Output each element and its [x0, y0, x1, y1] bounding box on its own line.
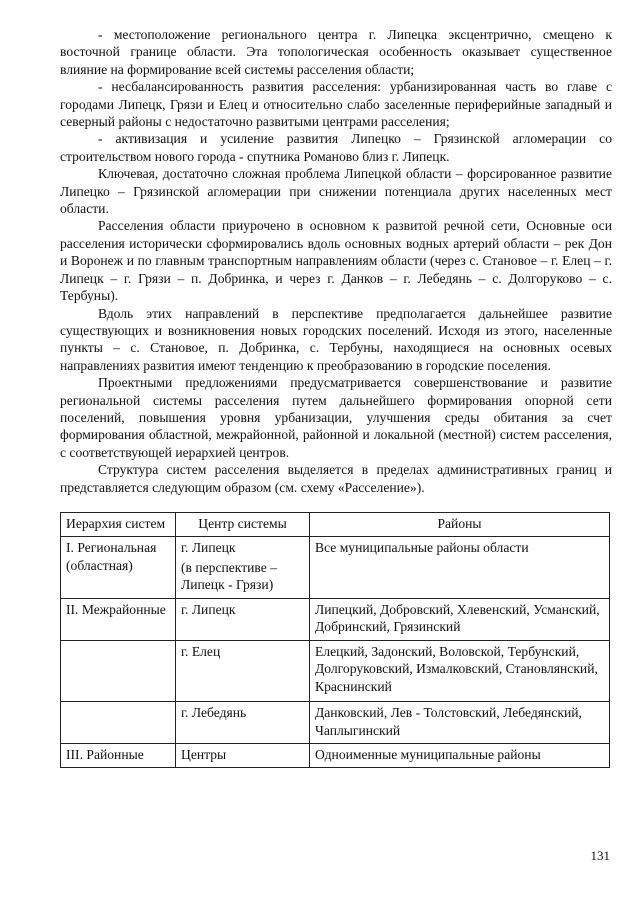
cell-center: г. Лебедянь [176, 702, 310, 744]
paragraph-structure: Структура систем расселения выделяется в пределах административных границ и представляется следующим образом (см. схему «Расселение»). [60, 462, 612, 495]
paragraph-development-directions: Вдоль этих направлений в перспективе предполагается дальнейшее развитие существующих и возникновения новых городских поселений. Исходя из этого, населенные пункты – с. Становое, п. Добринка, с. Тербуны, находящиеся на основных осевых направлениях развития имеют тенденцию к преобразованию в городские поселения. [60, 305, 612, 373]
header-center: Центр системы [176, 512, 310, 536]
table-row [61, 702, 610, 744]
paragraph-proposals: Проектными предложениями предусматривается совершенствование и развитие региональной системы расселения путем дальнейшего формирования опорной сети поселений, повышения уровня урбанизации, улучшения среды обитания за счет формирования областной, межрайонной, районной и локальной (местной) систем расселения, с соответствующей иерархией центров. [60, 375, 612, 460]
cell-districts: Данковский, Лев - Толстовский, Лебедянский, Чаплыгинский [310, 702, 610, 744]
paragraph-imbalance: - несбалансированность развития расселения: урбанизированная часть во главе с городами Липецк, Грязи и Елец и относительно слабо заселенные периферийные западный и северный районы с недостаточно развитыми центрами расселения; [60, 79, 612, 130]
cell-hierarchy: II. Межрайонные [61, 598, 176, 640]
table-row [61, 641, 610, 702]
paragraph-key-problem: Ключевая, достаточно сложная проблема Липецкой области – форсированное развитие Липецко – Грязинской агломерации при снижении потенциала других населенных мест области. [60, 166, 612, 217]
cell-hierarchy: I. Региональная (областная) [61, 537, 176, 598]
page-number: 131 [590, 848, 610, 863]
cell-districts: Одноименные муниципальные районы [310, 744, 610, 768]
document-page [60, 26, 612, 768]
header-districts: Районы [310, 512, 610, 536]
cell-center: г. Елец [176, 641, 310, 702]
cell-hierarchy [61, 702, 176, 744]
settlement-hierarchy-table [60, 512, 610, 768]
center-note: (в перспективе – Липецк - Грязи) [181, 559, 277, 593]
table-row [61, 598, 610, 640]
cell-hierarchy [61, 641, 176, 702]
cell-center: г. Липецк [176, 598, 310, 640]
center-name: г. Липецк [181, 540, 236, 556]
table-row [61, 537, 610, 598]
cell-districts: Все муниципальные районы области [310, 537, 610, 598]
paragraph-settlement-axes: Расселения области приурочено в основном к развитой речной сети, Основные оси расселения исторически сформировались вдоль основных водных артерий области – рек Дон и Воронеж и по главным транспортным направлениям области (через с. Становое – г. Елец – г. Липецк – г. Грязи – п. Добринка, и через г. Данков – г. Лебедянь – с. Долгоруково – с. Тербуны). [60, 218, 612, 304]
table-header-row [61, 512, 610, 536]
cell-center [176, 537, 310, 598]
cell-districts: Елецкий, Задонский, Воловской, Тербунский, Долгоруковский, Измалковский, Становлянский, Краснинский [310, 641, 610, 702]
paragraph-location: - местоположение регионального центра г. Липецка эксцентрично, смещено к восточной границе области. Эта топологическая особенность оказывает существенное влияние на формирование всей системы расселения области; [60, 27, 612, 77]
paragraph-agglomeration: - активизация и усиление развития Липецко – Грязинской агломерации со строительством нового города - спутника Романово близ г. Липецк. [60, 131, 612, 164]
cell-districts: Липецкий, Добровский, Хлевенский, Усманский, Добринский, Грязинский [310, 598, 610, 640]
table-row [61, 744, 610, 768]
cell-center: Центры [176, 744, 310, 768]
cell-hierarchy: III. Районные [61, 744, 176, 768]
header-hierarchy: Иерархия систем [61, 512, 176, 536]
